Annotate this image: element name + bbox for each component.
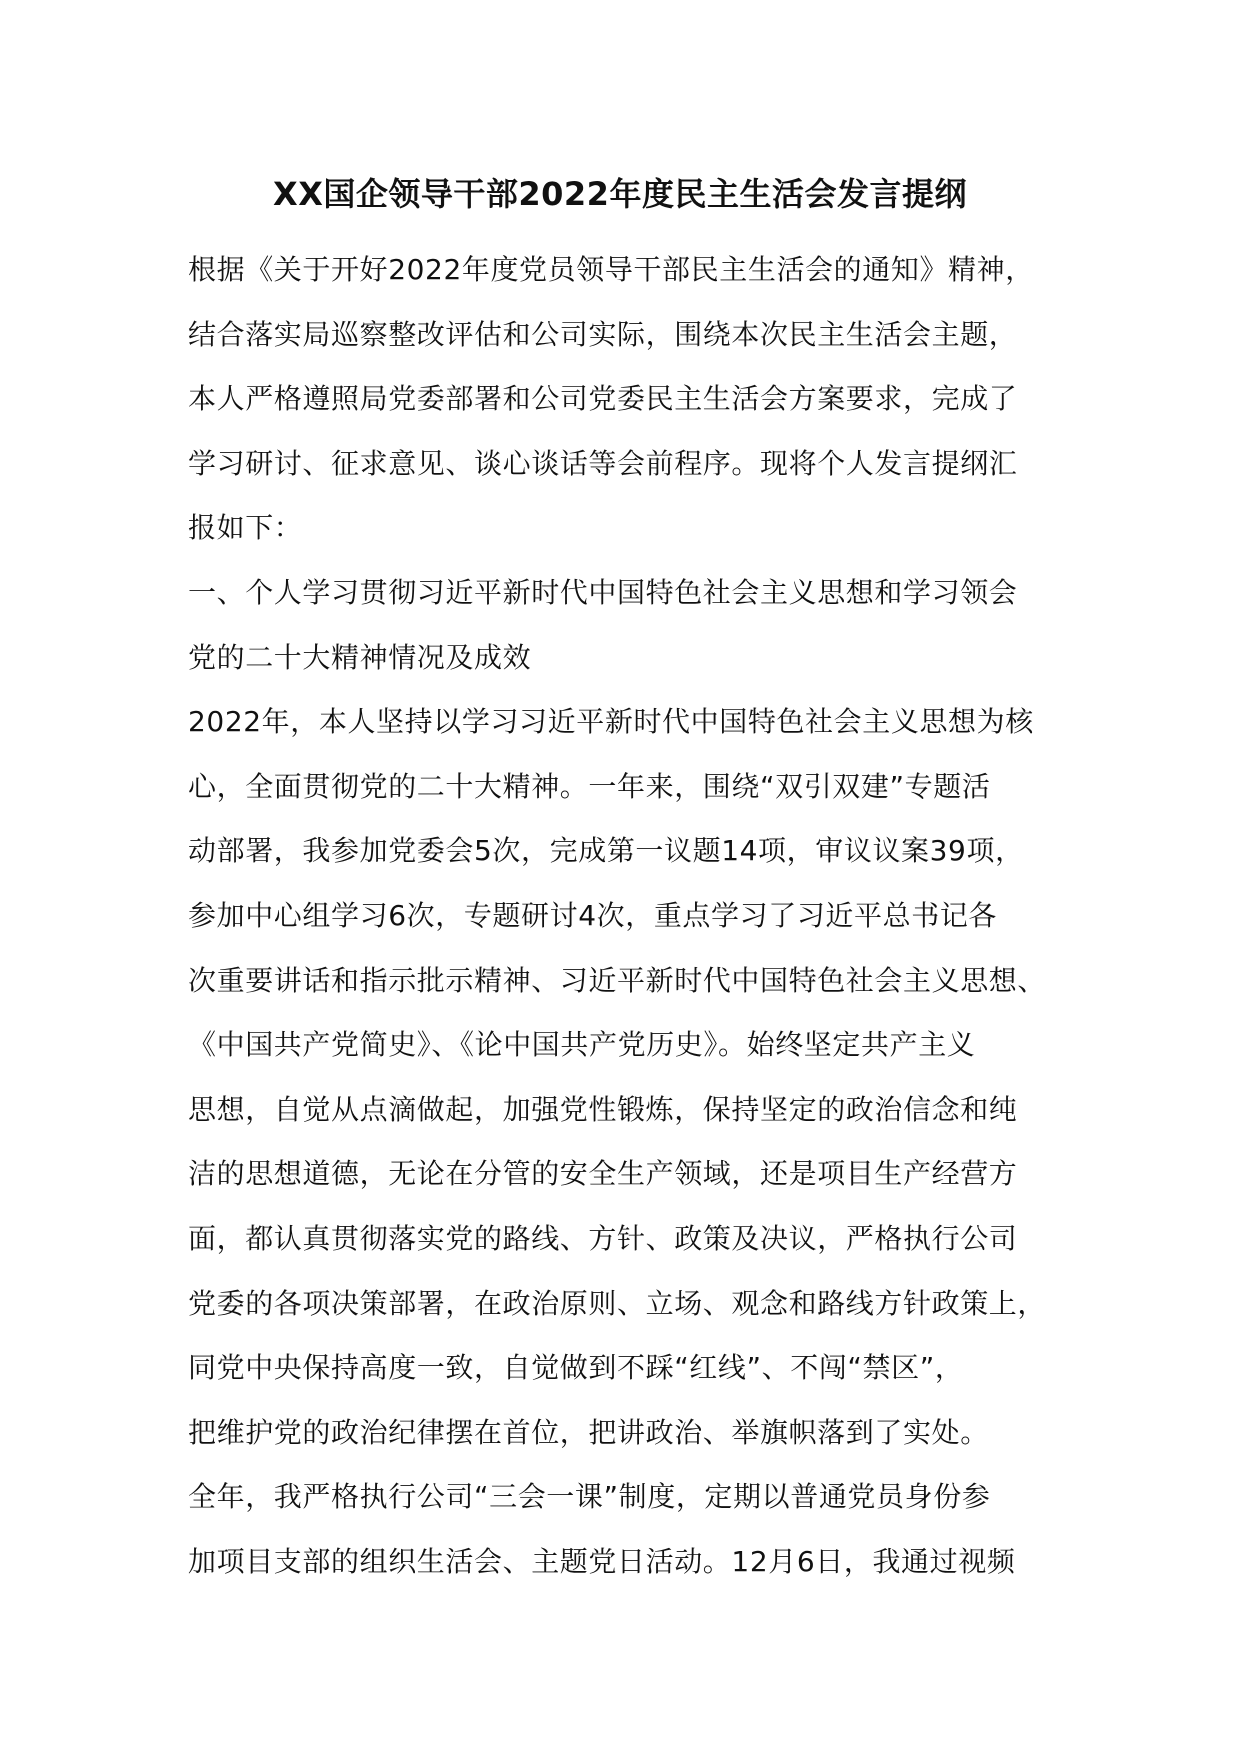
text-line: 同党中央保持高度一致，自觉做到不踩“红线”、不闯“禁区”， xyxy=(188,1351,964,1385)
text-line: 结合落实局巡察整改评估和公司实际，围绕本次民主生活会主题， xyxy=(188,317,1018,351)
text-line: 本人严格遵照局党委部署和公司党委民主生活会方案要求，完成了 xyxy=(188,382,1018,416)
section-heading-line: 党的二十大精神情况及成效 xyxy=(188,640,532,674)
text-line: 学习研讨、征求意见、谈心谈话等会前程序。现将个人发言提纲汇 xyxy=(188,446,1018,480)
text-line: 全年，我严格执行公司“三会一课”制度，定期以普通党员身份参 xyxy=(188,1480,991,1514)
text-line: 动部署，我参加党委会5次，完成第一议题14项，审议议案39项， xyxy=(188,834,1024,868)
document-title: XX国企领导干部2022年度民主生活会发言提纲 xyxy=(273,175,967,213)
text-line: 思想，自觉从点滴做起，加强党性锻炼，保持坚定的政治信念和纯 xyxy=(188,1092,1018,1126)
text-line: 根据《关于开好2022年度党员领导干部民主生活会的通知》精神， xyxy=(188,253,1034,286)
text-line: 把维护党的政治纪律摆在首位，把讲政治、举旗帜落到了实处。 xyxy=(188,1415,989,1449)
text-line: 次重要讲话和指示批示精神、习近平新时代中国特色社会主义思想、 xyxy=(188,963,1047,997)
text-line: 2022年，本人坚持以学习习近平新时代中国特色社会主义思想为核 xyxy=(188,705,1034,739)
text-line: 洁的思想道德，无论在分管的安全生产领域，还是项目生产经营方 xyxy=(188,1157,1018,1191)
text-line: 报如下： xyxy=(188,511,303,545)
text-line: 党委的各项决策部署，在政治原则、立场、观念和路线方针政策上， xyxy=(188,1286,1047,1320)
text-line: 参加中心组学习6次，专题研讨4次，重点学习了习近平总书记各 xyxy=(188,898,998,932)
text-line: 加项目支部的组织生活会、主题党日活动。12月6日，我通过视频 xyxy=(188,1544,1016,1578)
section-heading-line: 一、个人学习贯彻习近平新时代中国特色社会主义思想和学习领会 xyxy=(188,575,1018,609)
text-line: 心，全面贯彻党的二十大精神。一年来，围绕“双引双建”专题活 xyxy=(188,769,991,803)
document-body xyxy=(188,238,1088,1594)
text-line: 面，都认真贯彻落实党的路线、方针、政策及决议，严格执行公司 xyxy=(188,1221,1018,1255)
text-line: 《中国共产党简史》、《论中国共产党历史》。始终坚定共产主义 xyxy=(188,1028,976,1062)
